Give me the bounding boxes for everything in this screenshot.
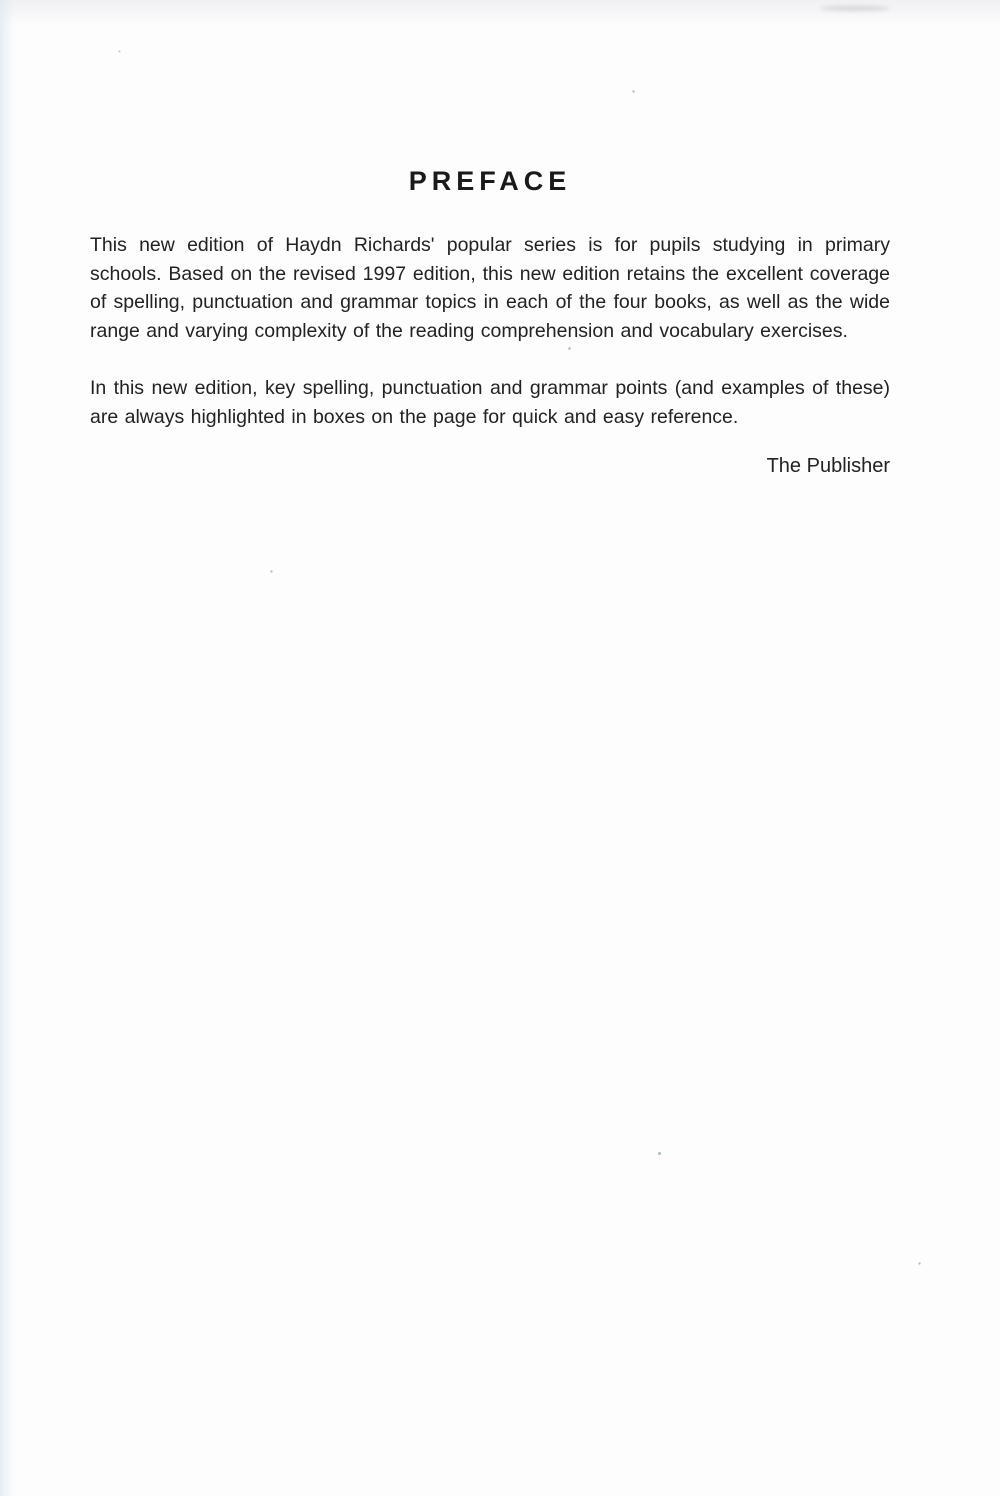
preface-paragraph-2: In this new edition, key spelling, punctuation and grammar points (and examples of these) are always highlighted in boxes on the page for quick and easy reference. <box>90 377 890 428</box>
preface-paragraph-1: This new edition of Haydn Richards' popular series is for pupils studying in primary schools. Based on the revised 1997 edition, this new edition retains the excellent coverage of spelling, punctuation and grammar topics in each of the four books, as well as the wide range and varying complexity of the reading comprehension and vocabulary exercises. <box>90 234 890 342</box>
page-title: PREFACE <box>408 166 572 196</box>
scan-artifact <box>270 570 272 572</box>
scan-artifact <box>632 90 634 92</box>
scan-left-edge-tint <box>0 0 14 1496</box>
scan-artifact <box>118 50 120 52</box>
publisher-signature: The Publisher <box>766 455 890 477</box>
preface-content <box>90 166 890 480</box>
scan-top-smudge <box>0 0 1000 26</box>
scan-artifact <box>658 1152 661 1155</box>
scan-artifact <box>918 1262 920 1264</box>
